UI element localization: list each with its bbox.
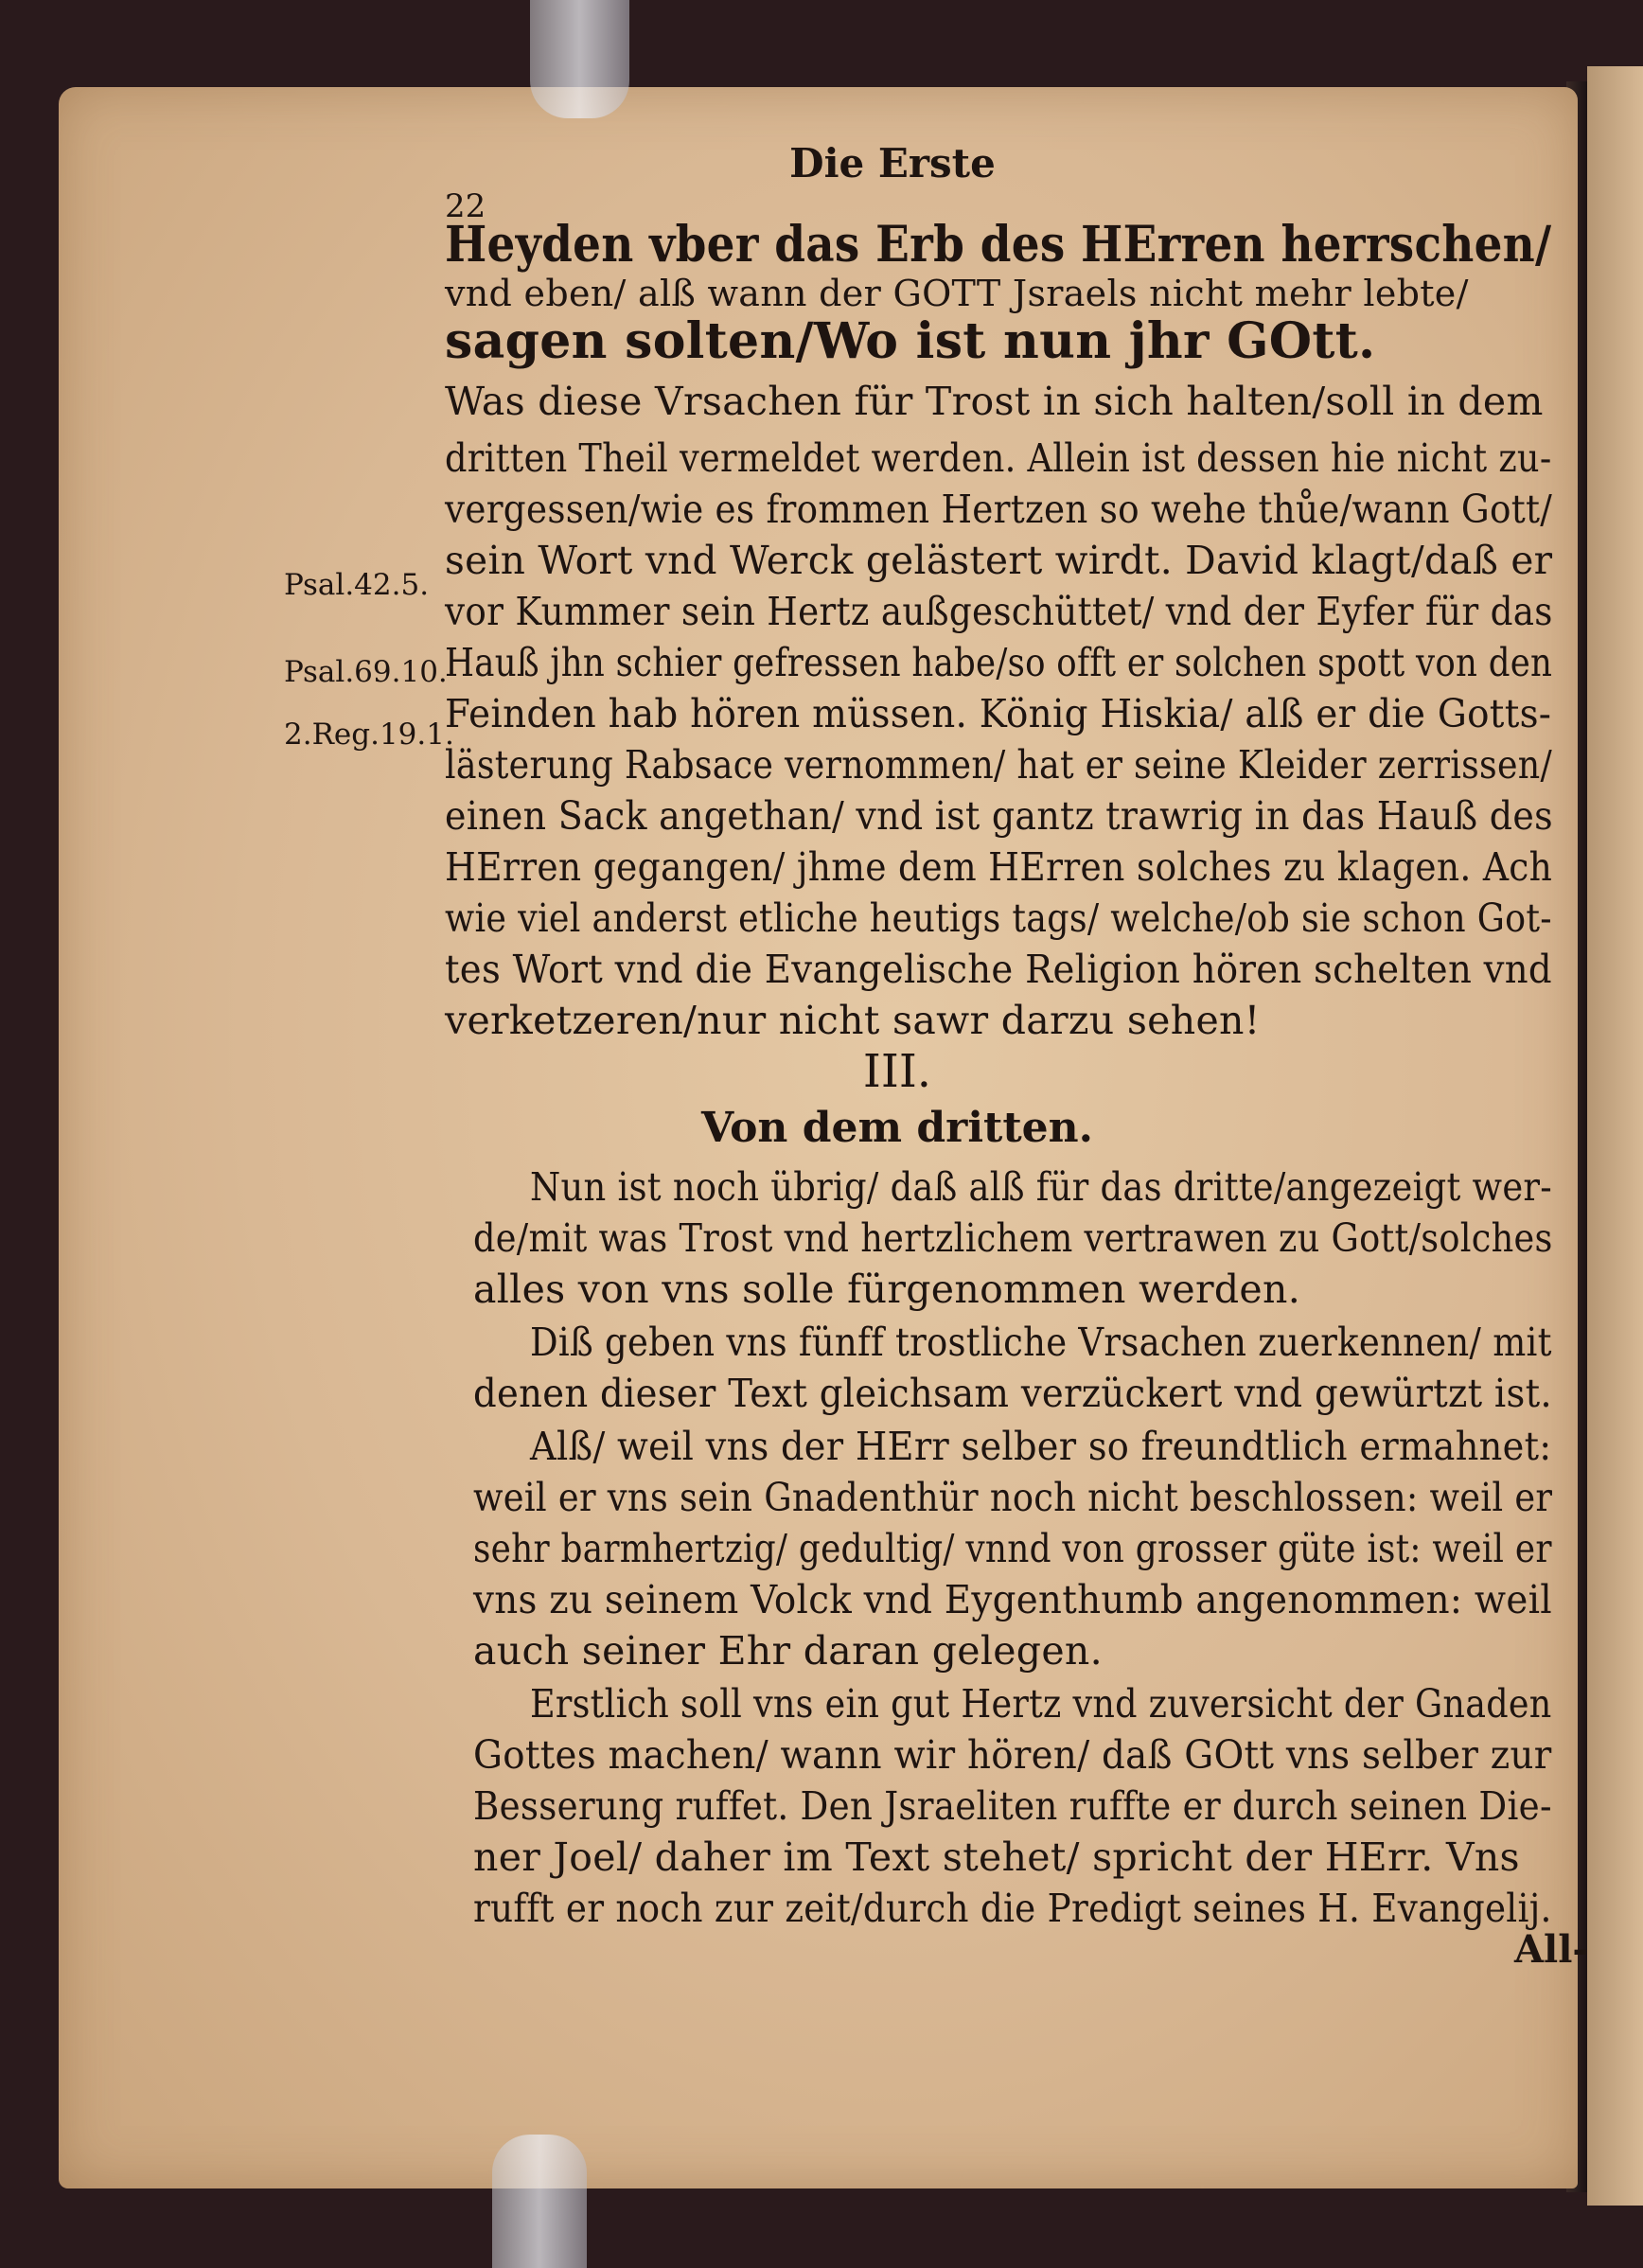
body-line: verketzeren/nur nicht sawr darzu sehen!	[445, 998, 1261, 1043]
body-line: Alß/ weil vns der HErr selber so freundtlich ermahnet:	[530, 1424, 1552, 1469]
body-line: sein Wort vnd Werck gelästert wirdt. David klagt/daß er	[445, 538, 1553, 583]
catchword: All-	[1514, 1927, 1589, 1972]
margin-note: Psal.42.5.	[284, 568, 430, 602]
body-line: vnd eben/ alß wann der GOTT Jsraels nicht mehr lebte/	[445, 273, 1469, 314]
body-line: Besserung ruffet. Den Jsraeliten ruffte er durch seinen Die-	[473, 1783, 1552, 1829]
body-line: einen Sack angethan/ vnd ist gantz trawrig in das Hauß des	[445, 793, 1553, 839]
body-line: vergessen/wie es frommen Hertzen so wehe thůe/wann Gott/	[445, 487, 1553, 532]
body-line: tes Wort vnd die Evangelische Religion hören schelten vnd	[445, 947, 1552, 992]
section-title: Von dem dritten.	[700, 1104, 1093, 1152]
body-line: Nun ist noch übrig/ daß alß für das dritte/angezeigt wer-	[530, 1164, 1553, 1210]
body-line: ner Joel/ daher im Text stehet/ spricht der HErr. Vns	[473, 1834, 1520, 1880]
body-line: de/mit was Trost vnd hertzlichem vertrawen zu Gott/solches	[473, 1215, 1553, 1261]
body-line: sagen solten/Wo ist nun jhr GOtt.	[445, 312, 1376, 370]
body-line: vns zu seinem Volck vnd Eygenthumb angenommen: weil	[473, 1577, 1552, 1622]
body-line: Was diese Vrsachen für Trost in sich halten/soll in dem	[445, 379, 1544, 424]
body-line: Hauß jhn schier gefressen habe/so offt er solchen spott von den	[445, 640, 1553, 685]
margin-note: 2.Reg.19.1.	[284, 718, 454, 752]
page-clip-bottom	[492, 2135, 587, 2268]
body-line: wie viel anderst etliche heutigs tags/ welche/ob sie schon Got-	[445, 895, 1552, 941]
body-line: rufft er noch zur zeit/durch die Predigt seines H. Evangelij.	[473, 1886, 1552, 1931]
page-clip-top	[530, 0, 629, 118]
body-line: auch seiner Ehr daran gelegen.	[473, 1628, 1103, 1674]
body-line: vor Kummer sein Hertz außgeschüttet/ vnd der Eyfer für das	[445, 589, 1553, 634]
body-line: lästerung Rabsace vernommen/ hat er seine Kleider zerrissen/	[445, 742, 1552, 788]
body-line: Erstlich soll vns ein gut Hertz vnd zuversicht der Gnaden	[530, 1681, 1552, 1727]
body-line: alles von vns solle fürgenommen werden.	[473, 1267, 1301, 1312]
body-line: sehr barmhertzig/ gedultig/ vnnd von grosser güte ist: weil er	[473, 1526, 1552, 1571]
body-line: denen dieser Text gleichsam verzückert vnd gewürtzt ist.	[473, 1371, 1552, 1416]
body-line: Heyden vber das Erb des HErren herrschen/	[445, 216, 1552, 274]
body-line: Feinden hab hören müssen. König Hiskia/ alß er die Gotts-	[445, 691, 1552, 736]
page-number: 22	[445, 187, 486, 225]
body-line: weil er vns sein Gnadenthür noch nicht beschlossen: weil er	[473, 1475, 1553, 1520]
running-head: Die Erste	[789, 140, 996, 186]
body-line: Diß geben vns fünff trostliche Vrsachen zuerkennen/ mit	[530, 1320, 1552, 1365]
margin-note: Psal.69.10.	[284, 655, 448, 689]
section-number: III.	[862, 1045, 932, 1098]
body-line: dritten Theil vermeldet werden. Allein ist dessen hie nicht zu-	[445, 435, 1552, 481]
body-line: HErren gegangen/ jhme dem HErren solches zu klagen. Ach	[445, 844, 1553, 890]
body-line: Gottes machen/ wann wir hören/ daß GOtt vns selber zur	[473, 1732, 1552, 1778]
